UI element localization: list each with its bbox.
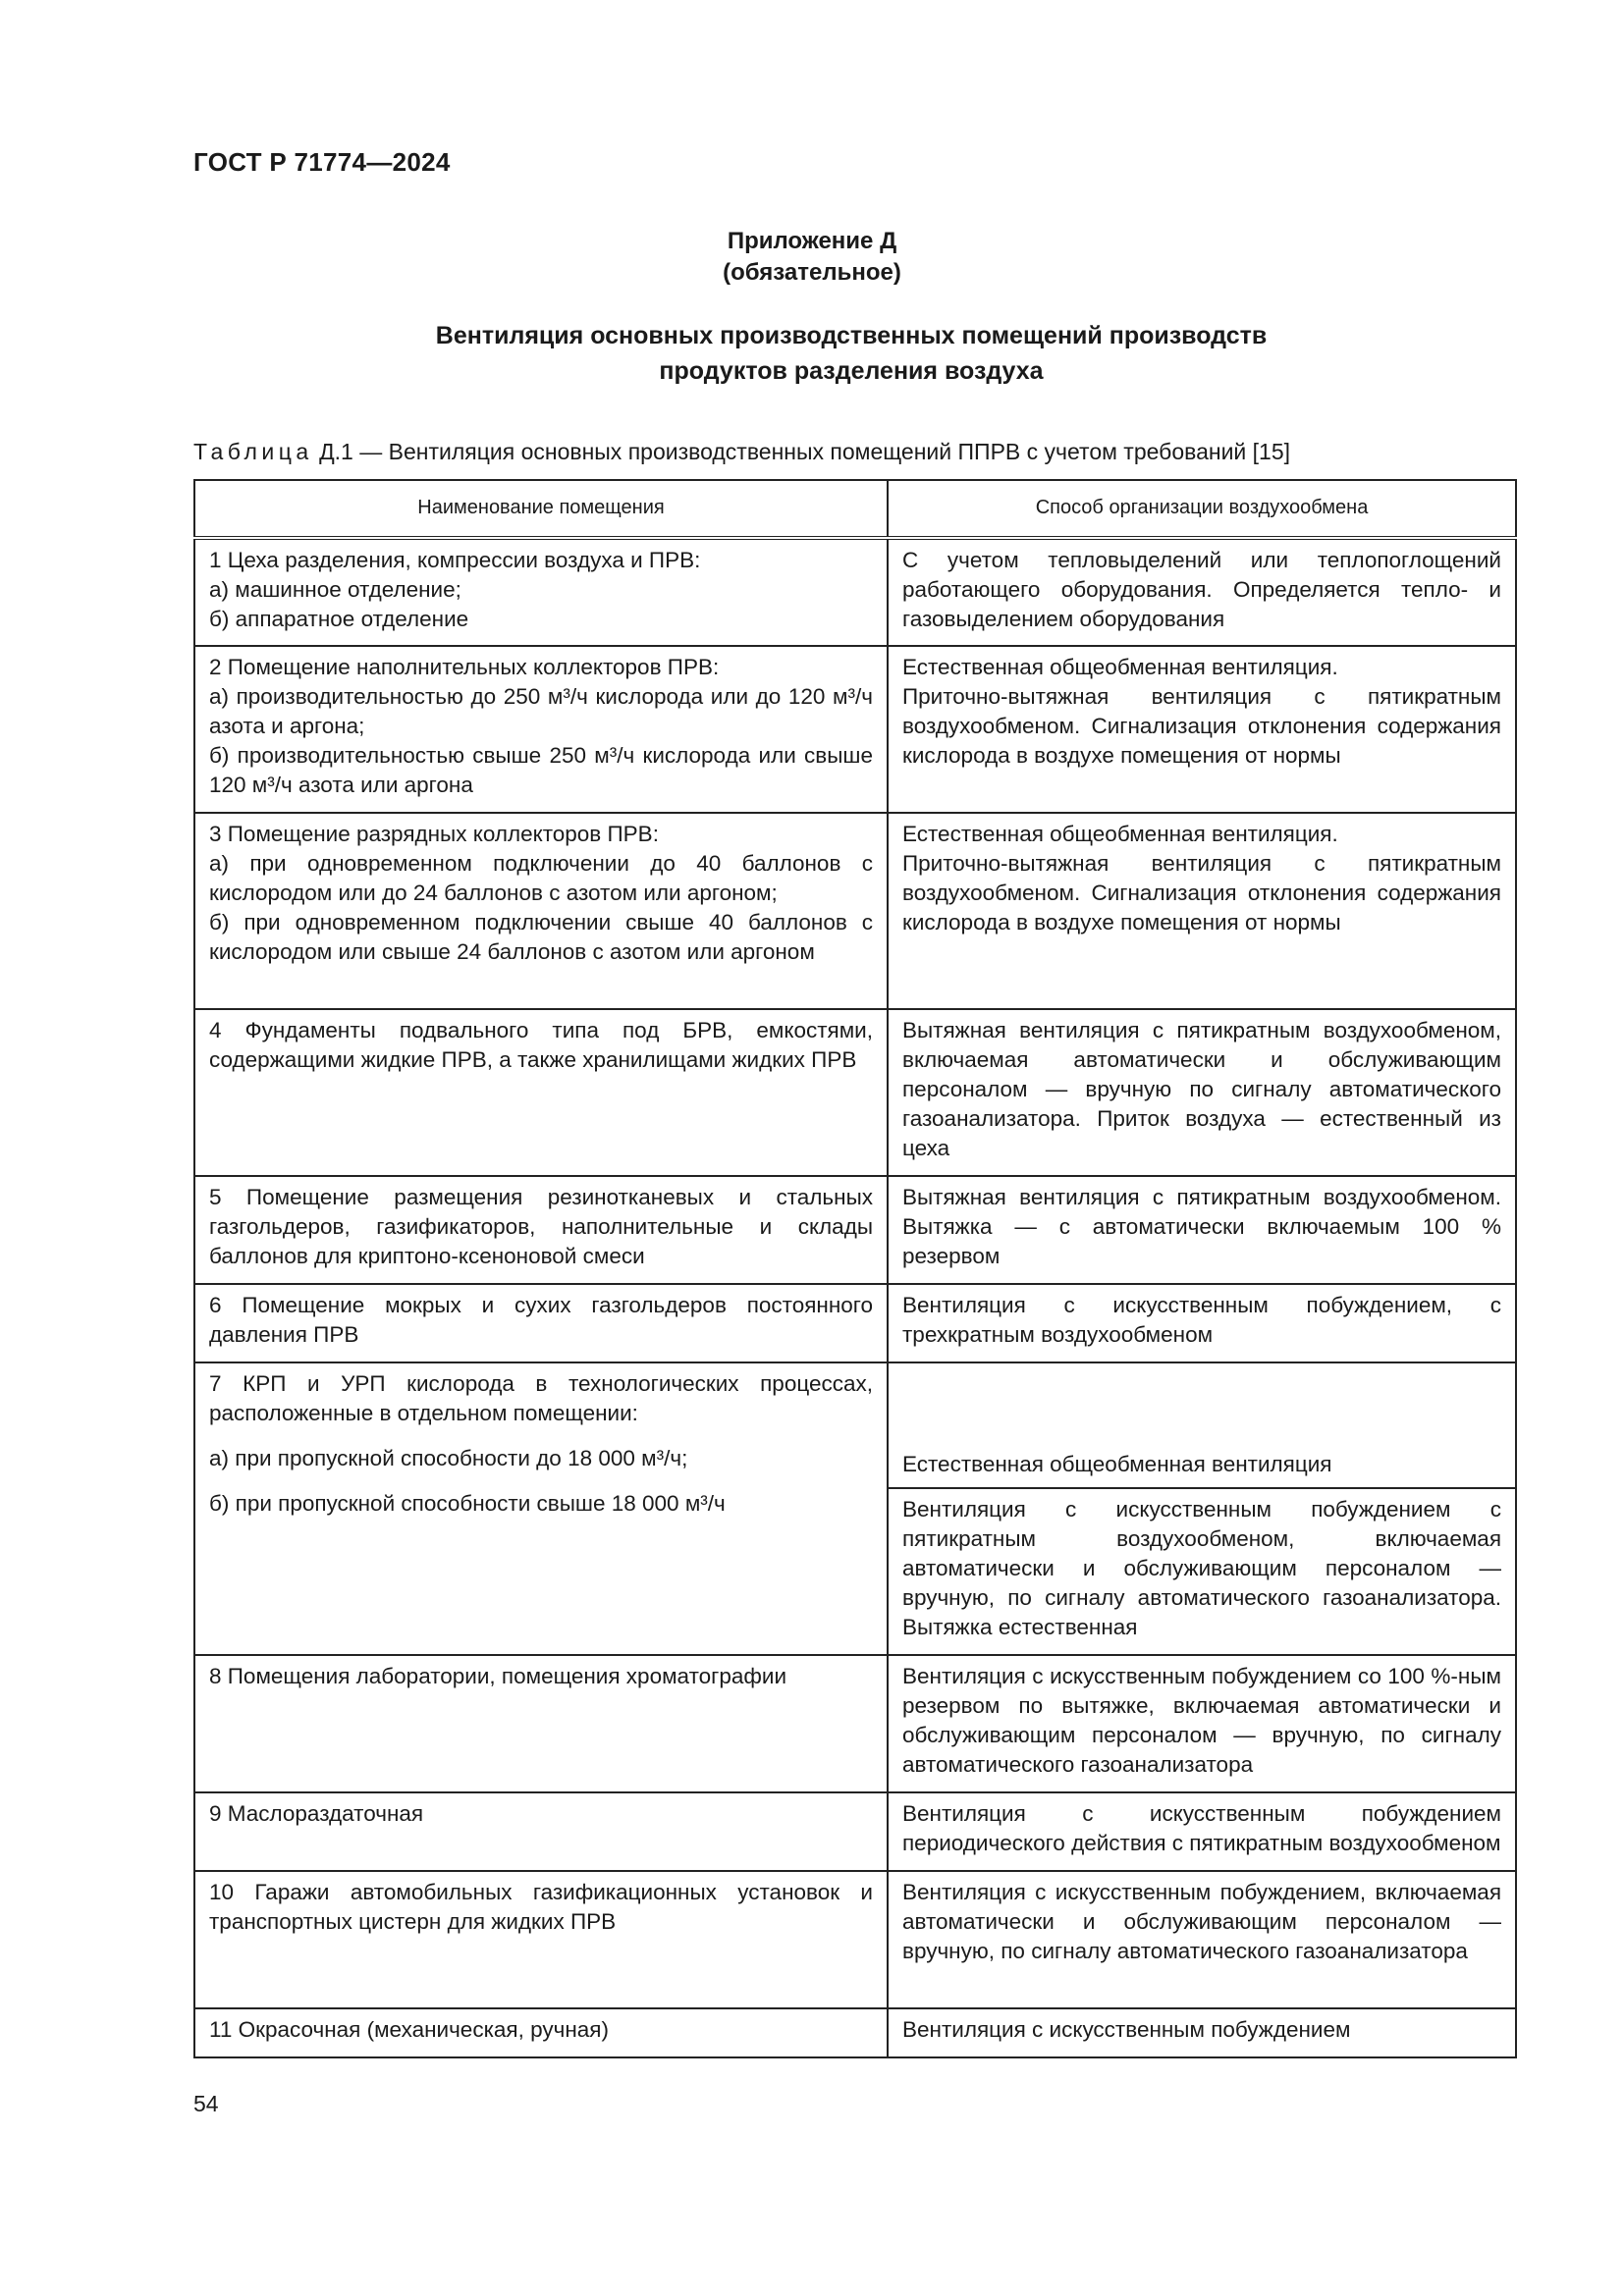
room-cell: 5 Помещение размещения резинотканевых и стальных газгольдеров, газификаторов, наполнительные и склады баллонов для криптоно-ксеноновой смеси: [194, 1176, 888, 1284]
method-line: Естественная общеобменная вентиляция.: [902, 822, 1338, 846]
room-line: б) аппаратное отделение: [209, 607, 469, 631]
ventilation-table: [193, 479, 1517, 2058]
appendix-status: (обязательное): [723, 259, 901, 286]
method-line: Естественная общеобменная вентиляция.: [902, 655, 1338, 679]
room-line: а) машинное отделение;: [209, 577, 461, 602]
room-line: а) при одновременном подключении до 40 баллонов с кислородом или до 24 баллонов с азотом или аргоном;: [209, 851, 873, 905]
method-cell: С учетом тепловыделений или теплопоглощений работающего оборудования. Определяется тепло- и газовыделением оборудования: [888, 538, 1516, 646]
room-cell: [194, 1362, 888, 1655]
table-row: [194, 1284, 1516, 1362]
table-caption-label: Таблица: [193, 439, 313, 464]
room-cell: [194, 538, 888, 646]
document-code: ГОСТ Р 71774—2024: [193, 147, 451, 177]
room-cell: 6 Помещение мокрых и сухих газгольдеров постоянного давления ПРВ: [194, 1284, 888, 1362]
method-line: Приточно-вытяжная вентиляция с пятикратным воздухообменом. Сигнализация отклонения содержания кислорода в воздухе помещения от нормы: [902, 851, 1501, 934]
room-cell: 10 Гаражи автомобильных газификационных установок и транспортных цистерн для жидких ПРВ: [194, 1871, 888, 2008]
appendix-title: Приложение Д: [727, 228, 897, 254]
method-cell: Вытяжная вентиляция с пятикратным воздухообменом, включаемая автоматически и обслуживающим персоналом — вручную по сигналу автоматического газоанализатора. Приток воздуха — естественный из цеха: [888, 1009, 1516, 1176]
table-caption-text: Д.1 — Вентиляция основных производственных помещений ППРВ с учетом требований [15]: [312, 439, 1291, 464]
room-cell: [194, 813, 888, 1009]
method-cell: Вентиляция с искусственным побуждением: [888, 2008, 1516, 2057]
table-row: [194, 538, 1516, 646]
method-cell: [888, 813, 1516, 1009]
method-cell: Вентиляция с искусственным побуждением, включаемая автоматически и обслуживающим персоналом — вручную, по сигналу автоматического газоанализатора: [888, 1871, 1516, 2008]
room-cell: 11 Окрасочная (механическая, ручная): [194, 2008, 888, 2057]
method-cell: Вытяжная вентиляция с пятикратным воздухообменом. Вытяжка — с автоматически включаемым 100 % резервом: [888, 1176, 1516, 1284]
table-row: [194, 1176, 1516, 1284]
method-cell: [888, 646, 1516, 813]
room-cell: [194, 646, 888, 813]
table-row: [194, 1655, 1516, 1792]
room-line: б) производительностью свыше 250 м³/ч кислорода или свыше 120 м³/ч азота или аргона: [209, 743, 873, 797]
method-line: Приточно-вытяжная вентиляция с пятикратным воздухообменом. Сигнализация отклонения содержания кислорода в воздухе помещения от нормы: [902, 684, 1501, 768]
room-subitem-a: а) при пропускной способности до 18 000 м³/ч;: [209, 1446, 688, 1470]
heading-line-1: Вентиляция основных производственных помещений производств: [435, 322, 1268, 349]
method-cell: Вентиляция с искусственным побуждением периодического действия с пятикратным воздухообменом: [888, 1792, 1516, 1871]
room-line: 7 КРП и УРП кислорода в технологических процессах, расположенные в отдельном помещении:: [209, 1371, 873, 1425]
method-cell: Вентиляция с искусственным побуждением со 100 %-ным резервом по вытяжке, включаемая автоматически и обслуживающим персоналом — вручную, по сигналу автоматического газоанализатора: [888, 1655, 1516, 1792]
appendix-heading: [0, 318, 1624, 389]
method-cell: Вентиляция с искусственным побуждением, с трехкратным воздухообменом: [888, 1284, 1516, 1362]
heading-line-2: продуктов разделения воздуха: [659, 357, 1044, 385]
page-number: 54: [193, 2091, 219, 2116]
room-line: 1 Цеха разделения, компрессии воздуха и ПРВ:: [209, 548, 701, 572]
room-line: 2 Помещение наполнительных коллекторов ПРВ:: [209, 655, 720, 679]
method-cell: Вентиляция с искусственным побуждением с пятикратным воздухообменом, включаемая автоматически и обслуживающим персоналом — вручную, по сигналу автоматического газоанализатора. Вытяжка естественная: [888, 1488, 1516, 1655]
table-row: [194, 1009, 1516, 1176]
table-row: [194, 646, 1516, 813]
table-caption: [193, 439, 1290, 465]
room-line: 3 Помещение разрядных коллекторов ПРВ:: [209, 822, 659, 846]
room-line: а) производительностью до 250 м³/ч кислорода или до 120 м³/ч азота и аргона;: [209, 684, 873, 738]
table-row: [194, 1362, 1516, 1488]
table-header-row: [194, 480, 1516, 538]
table-row: [194, 813, 1516, 1009]
room-subitem-b: б) при пропускной способности свыше 18 000 м³/ч: [209, 1491, 726, 1516]
column-header-method: Способ организации воздухообмена: [888, 480, 1516, 538]
room-line: б) при одновременном подключении свыше 40 баллонов с кислородом или свыше 24 баллонов с азотом или аргоном: [209, 910, 873, 964]
room-cell: 9 Маслораздаточная: [194, 1792, 888, 1871]
table-row: [194, 2008, 1516, 2057]
method-cell: Естественная общеобменная вентиляция: [888, 1362, 1516, 1488]
column-header-room: Наименование помещения: [194, 480, 888, 538]
table-row: [194, 1792, 1516, 1871]
table-row: [194, 1871, 1516, 2008]
room-cell: 4 Фундаменты подвального типа под БРВ, емкостями, содержащими жидкие ПРВ, а также хранилищами жидких ПРВ: [194, 1009, 888, 1176]
room-cell: 8 Помещения лаборатории, помещения хроматографии: [194, 1655, 888, 1792]
